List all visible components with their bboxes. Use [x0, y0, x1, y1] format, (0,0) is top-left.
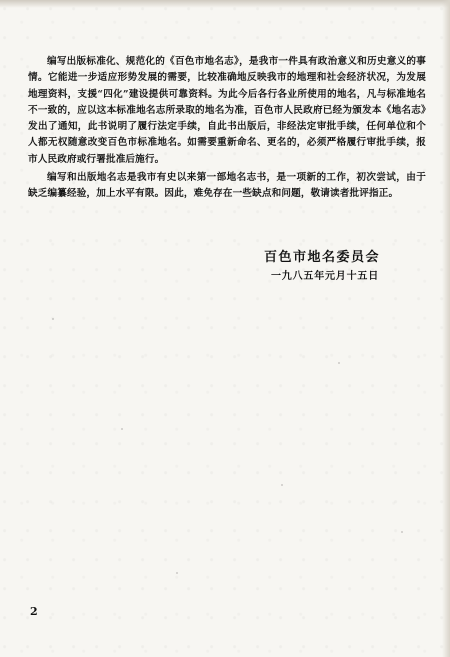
scan-speck: [281, 484, 283, 486]
scan-speck: [52, 318, 54, 320]
scan-speck: [121, 428, 123, 430]
paragraph-1: 编写出版标准化、规范化的《百色市地名志》，是我市一件具有政治意义和历史意义的事情。它能进一步适应形势发展的需要，比较准确地反映我市的地理和社会经济状况，为发展地理资料，支援“四化”建设提供可靠资料。为此今后各行各业所使用的地名，凡与标准地名不一致的，应以这本标准地名志所录取的地名为准，百色市人民政府已经为颁发本《地名志》发出了通知，此书说明了履行法定手续，自此书出版后，非经法定审批手续，任何单位和个人都无权随意改变百色市标准地名。如需要重新命名、更名的，必须严格履行审批手续，报市人民政府或行署批准后施行。: [28, 56, 426, 165]
signature-committee: 百色市地名委员会: [263, 250, 380, 265]
paragraph-2: 编写和出版地名志是我市有史以来第一部地名志书，是一项新的工作，初次尝试，由于缺乏编纂经验，加上水平有限。因此，难免存在一些缺点和问题，敬请读者批评指正。: [28, 172, 426, 200]
signature-date: 一九八五年元月十五日: [271, 271, 379, 282]
scan-speck: [401, 531, 403, 533]
scan-speck: [176, 572, 178, 574]
scan-speck: [338, 362, 340, 364]
scan-edge-top: [0, 0, 450, 8]
body-text: [28, 54, 426, 205]
scan-edge-right: [442, 0, 450, 657]
page-number: 2: [30, 605, 38, 618]
